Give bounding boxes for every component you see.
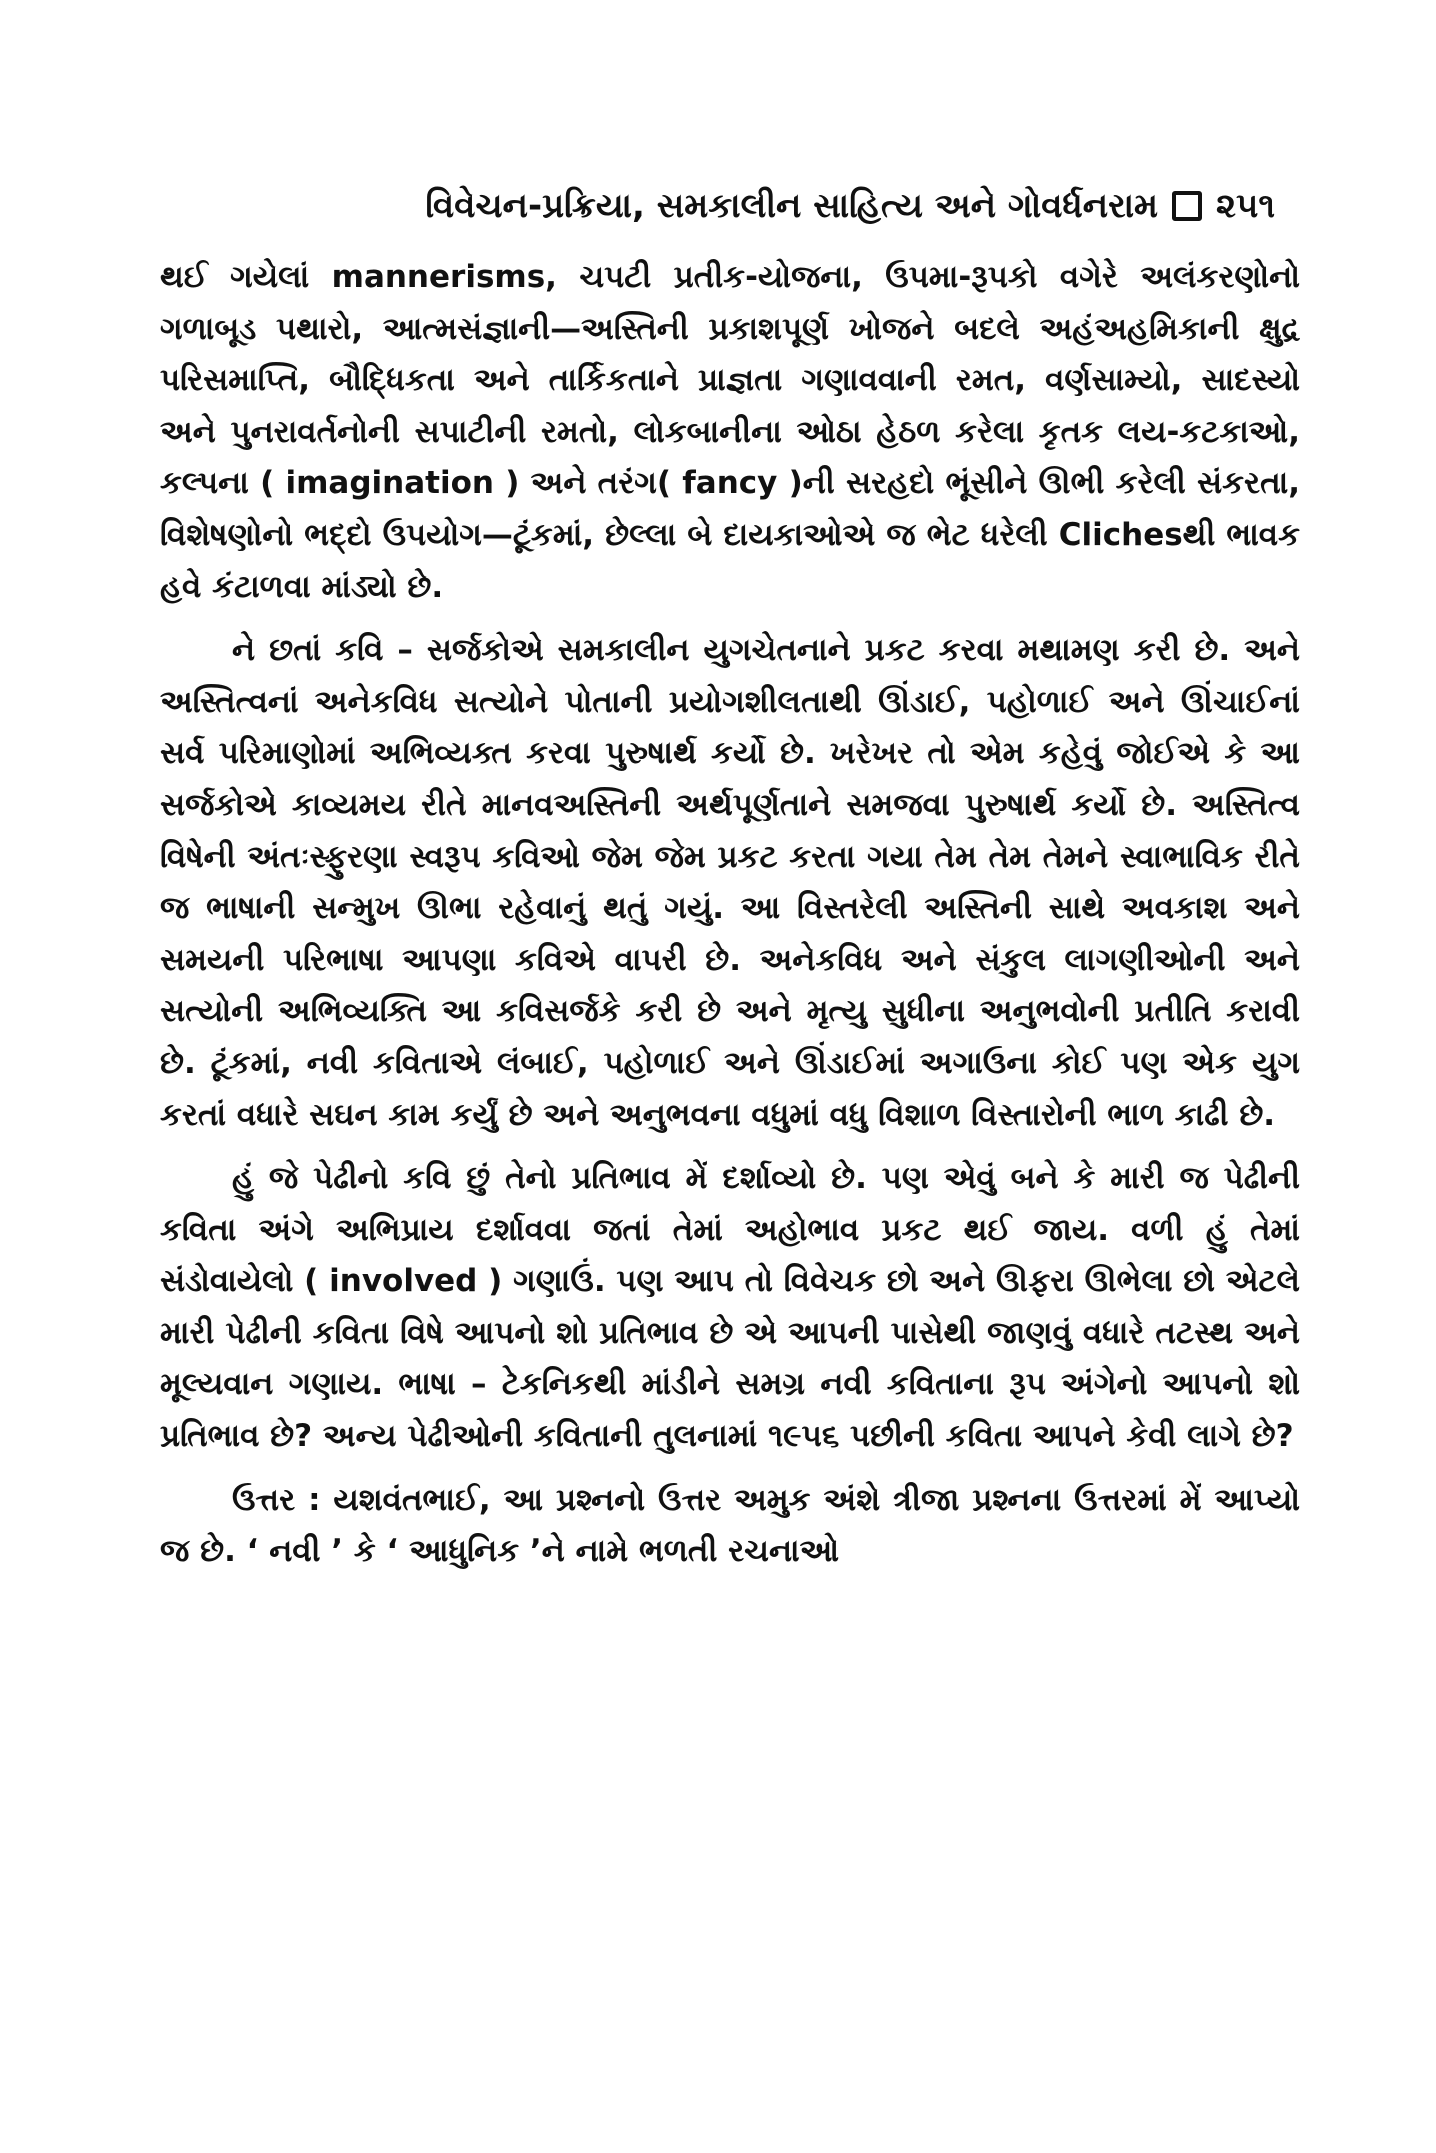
running-header bbox=[300, 178, 1275, 234]
paragraph-question: હું જે પેઢીનો કવિ છું તેનો પ્રતિભાવ મેં દર્શાવ્યો છે. પણ એવું બને કે મારી જ પેઢીની કવિતા અંગે અભિપ્રાય દર્શાવવા જતાં તેમાં અહોભાવ પ્રકટ થઈ જાય. વળી હું તેમાં સંડોવાયેલો ( involved ) ગણાઉં. પણ આપ તો વિવેચક છો અને ઊફરા ઊભેલા છો એટલે મારી પેઢીની કવિતા વિષે આપનો શો પ્રતિભાવ છે એ આપની પાસેથી જાણવું વધારે તટસ્થ અને મૂલ્યવાન ગણાય. ભાષા – ટેકનિકથી માંડીને સમગ્ર નવી કવિતાના રૂપ અંગેનો આપનો શો પ્રતિભાવ છે? અન્ય પેઢીઓની કવિતાની તુલનામાં ૧૯૫૬ પછીની કવિતા આપને કેવી લાગે છે? bbox=[160, 1160, 1300, 1455]
page-body bbox=[160, 252, 1300, 1578]
paragraph-answer: ઉત્તર : યશવંતભાઈ, આ પ્રશ્નનો ઉત્તર અમુક અંશે ત્રીજા પ્રશ્નના ઉત્તરમાં મેં આપ્યો જ છે. ‘ નવી ’ કે ‘ આધુનિક ’ને નામે ભળતી રચનાઓ bbox=[160, 1481, 1300, 1570]
paragraph-poets-effort: ને છતાં કવિ – સર્જકોએ સમકાલીન યુગચેતનાને પ્રકટ કરવા મથામણ કરી છે. અને અસ્તિત્વનાં અનેકવિધ સત્યોને પોતાની પ્રયોગશીલતાથી ઊંડાઈ, પહોળાઈ અને ઊંચાઈનાં સર્વ પરિમાણોમાં અભિવ્યક્ત કરવા પુરુષાર્થ કર્યો છે. ખરેખર તો એમ કહેવું જોઈએ કે આ સર્જકોએ કાવ્યમય રીતે માનવઅસ્તિની અર્થપૂર્ણતાને સમજવા પુરુષાર્થ કર્યો છે. અસ્તિત્વ વિષેની અંતઃસ્ફુરણા સ્વરૂપ કવિઓ જેમ જેમ પ્રકટ કરતા ગયા તેમ તેમ તેમને સ્વાભાવિક રીતે જ ભાષાની સન્મુખ ઊભા રહેવાનું થતું ગયું. આ વિસ્તરેલી અસ્તિની સાથે અવકાશ અને સમયની પરિભાષા આપણા કવિએ વાપરી છે. અનેકવિધ અને સંકુલ લાગણીઓની અને સત્યોની અભિવ્યક્તિ આ કવિસર્જકે કરી છે અને મૃત્યુ સુધીના અનુભવોની પ્રતીતિ કરાવી છે. ટૂંકમાં, નવી કવિતાએ લંબાઈ, પહોળાઈ અને ઊંડાઈમાં અગાઉના કોઈ પણ એક યુગ કરતાં વધારે સઘન કામ કર્યું છે અને અનુભવના વધુમાં વધુ વિશાળ વિસ્તારોની ભાળ કાઢી છે. bbox=[160, 632, 1300, 1133]
header-title: વિવેચન-પ્રક્રિયા, સમકાલીન સાહિત્ય અને ગોવર્ધનરામ bbox=[425, 186, 1159, 226]
paragraph-continued: થઈ ગયેલાં mannerisms, ચપટી પ્રતીક-યોજના, ઉપમા-રૂપકો વગેરે અલંકરણોનો ગળાબૂડ પથારો, આત્મસંજ્ઞાની—અસ્તિની પ્રકાશપૂર્ણ ખોજને બદલે અહંઅહમિકાની ક્ષુદ્ર પરિસમાપ્તિ, બૌદ્ધિકતા અને તાર્કિકતાને પ્રાજ્ઞતા ગણાવવાની રમત, વર્ણસામ્યો, સાદસ્યો અને પુનરાવર્તનોની સપાટીની રમતો, લોકબાનીના ઓઠા હેઠળ કરેલા કૃતક લય-કટકાઓ, કલ્પના ( imagination ) અને તરંગ( fancy )ની સરહદો ભૂંસીને ઊભી કરેલી સંકરતા, વિશેષણોનો ભદ્દો ઉપયોગ—ટૂંકમાં, છેલ્લા બે દાયકાઓએ જ ભેટ ધરેલી Clichesથી ભાવક હવે કંટાળવા માંડ્યો છે. bbox=[160, 259, 1300, 605]
header-square-ornament bbox=[1172, 191, 1202, 221]
page-number: ૨૫૧ bbox=[1216, 186, 1275, 226]
